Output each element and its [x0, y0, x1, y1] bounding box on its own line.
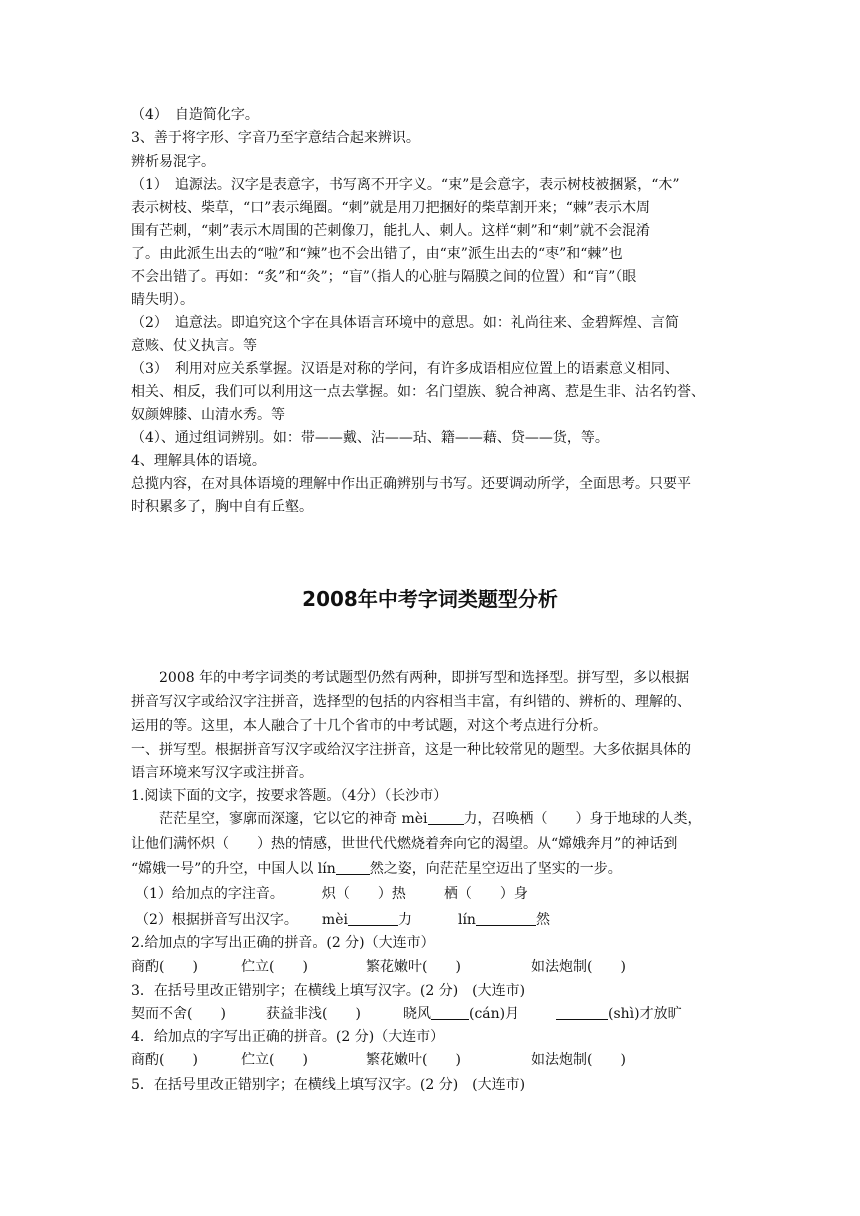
text-line: 运用的等。这里，本人融合了十几个省市的中考试题，对这个考点进行分析。: [131, 718, 607, 734]
sub-question-label: （2）根据拼音写出汉字。: [135, 912, 298, 928]
blank-suffix: 然: [535, 912, 550, 928]
answer-blank[interactable]: [431, 1005, 469, 1020]
dotted-char: 栖: [519, 811, 534, 827]
question-title: 4．给加点的字写出正确的拼音。(2 分)（大连市）: [131, 1029, 445, 1045]
text-line: （3） 利用对应关系掌握。汉语是对称的学问，有许多成语相应位置上的语素意义相同、: [131, 361, 679, 377]
text-line: 3、善于将字形、字音乃至字意结合起来辨识。: [131, 130, 420, 146]
question-item: 如法炮制( ): [531, 959, 626, 975]
text-line: 围有芒刺，“刺”表示木周围的芒刺像刀，能扎人、刺人。这样“刺”和“刺”就不会混淆: [131, 223, 650, 239]
text-line: 4、理解具体的语境。: [131, 453, 266, 469]
text-line: 拼音写汉字或给汉字注拼音，选择型的包括的内容相当丰富，有纠错的、辨析的、理解的、: [131, 694, 691, 710]
question-item: 商酌( ): [131, 959, 198, 975]
text-line: （4）、通过组词辨别。如：带——戴、沾——玷、籍——藉、贷——货，等。: [131, 430, 609, 446]
text-line: 辨析易混字。: [131, 154, 215, 170]
question-item: 如法炮制( ): [531, 1052, 626, 1068]
question-item: 商酌( ): [131, 1052, 198, 1068]
answer-paren: （ ）身: [457, 886, 528, 902]
passage-text: 然之姿，向茫茫星空迈出了坚实的一步。: [369, 861, 622, 877]
question-item: 繁花嫩叶( ): [366, 959, 461, 975]
text-line: 不会出错了。再如：“炙”和“灸”；“盲”（指人的心脏与隔膜之间的位置）和“肓”（眼: [131, 269, 637, 285]
question-item: 繁花嫩叶( ): [366, 1052, 461, 1068]
text-line: 睛失明）。: [131, 292, 194, 308]
dotted-char: 嫩: [394, 959, 408, 975]
question-items: [131, 1004, 731, 1024]
passage-line: [131, 809, 731, 829]
question-title: 2.给加点的字写出正确的拼音。(2 分)（大连市）: [131, 935, 435, 951]
pinyin: lín: [457, 912, 476, 928]
question-title: 1.阅读下面的文字，按要求答题。（4分）（长沙市）: [131, 788, 448, 804]
dotted-char: 栖: [443, 886, 458, 902]
dotted-char: 酌: [145, 959, 159, 975]
passage-text: “嫦娥一号”的升空，中国人以 lín: [131, 861, 336, 877]
question-title: 5．在括号里改正错别字；在横线上填写汉字。(2 分) (大连市): [131, 1077, 526, 1093]
passage-line: [131, 834, 731, 854]
text-line: （4） 自造简化字。: [131, 107, 259, 123]
passage-text: （ ）热的情感，世世代代燃烧着奔向它的渴望。从“嫦娥奔月”的神话到: [215, 836, 678, 852]
passage-text: 茫茫星空，寥廓而深邃，它以它的神奇 mèi: [131, 811, 428, 827]
blank-suffix: 力: [397, 912, 412, 928]
text-line: 时积累多了，胸中自有丘壑。: [131, 499, 313, 515]
pinyin: mèi: [321, 912, 348, 928]
page-title: 2008年中考字词类题型分析: [302, 587, 558, 611]
dotted-char: 酌: [145, 1052, 159, 1068]
question-items: [131, 957, 731, 977]
dotted-char: 伫: [241, 959, 255, 975]
question-items: [131, 1050, 731, 1070]
text-line: 了。由此派生出去的“啦”和“辣”也不会出错了，由“束”派生出去的“枣”和“棘”也: [131, 246, 623, 262]
answer-blank[interactable]: [476, 911, 536, 926]
dotted-char: 炽: [201, 836, 215, 852]
sub-question-2: [135, 910, 735, 930]
text-line: （1） 追源法。汉字是表意字，书写离不开字义。“束”是会意字，表示树枝被捆紧，“木”: [131, 177, 680, 193]
dotted-char: 伫: [241, 1052, 255, 1068]
answer-paren: （ ）热: [335, 886, 406, 902]
sub-question-label: （1）给加点的字注音。: [135, 886, 284, 902]
passage-line: [131, 859, 731, 879]
passage-text: 让他们满怀: [131, 836, 201, 852]
text-line: 2008 年的中考字词类的考试题型仍然有两种，即拼写型和选择型。拼写型，多以根据: [131, 670, 690, 686]
answer-blank[interactable]: [348, 911, 398, 926]
passage-text: （ ）身于地球的人类，: [533, 811, 702, 827]
question-item: (shì)才放旷: [556, 1004, 682, 1024]
dotted-char: 嫩: [394, 1052, 408, 1068]
answer-blank[interactable]: [336, 860, 370, 875]
text-line: 语言环境来写汉字或注拼音。: [131, 765, 313, 781]
text-line: 表示树枝、柴草，“口”表示绳圈。“刺”就是用刀把捆好的柴草割开来；“棘”表示木周: [131, 200, 650, 216]
text-line: 相关、相反，我们可以利用这一点去掌握。如：名门望族、貌合神离、惹是生非、沽名钓誉、: [131, 384, 705, 400]
text-line: 一、拼写型。根据拼音写汉字或给汉字注拼音，这是一种比较常见的题型。大多依据具体的: [131, 742, 691, 758]
passage-text: 力，召唤: [463, 811, 520, 827]
text-line: 总揽内容，在对具体语境的理解中作出正确辨别与书写。还要调动所学，全面思考。只要平: [131, 476, 691, 492]
text-line: （2） 追意法。即追究这个字在具体语言环境中的意思。如：礼尚往来、金碧辉煌、言简: [131, 315, 679, 331]
dotted-char: 炮: [559, 1052, 573, 1068]
question-item: 晓风 (cán)月: [403, 1006, 520, 1022]
question-item: 伫立( ): [241, 1052, 308, 1068]
answer-blank[interactable]: [556, 1005, 608, 1020]
question-item: 伫立( ): [241, 959, 308, 975]
text-line: 奴颜婢膝、山清水秀。等: [131, 407, 285, 423]
question-item: 获益非浅( ): [266, 1006, 361, 1022]
answer-blank[interactable]: [428, 810, 464, 825]
dotted-char: 炮: [559, 959, 573, 975]
text-line: 意赅、仗义执言。等: [131, 338, 257, 354]
sub-question-1: [135, 884, 735, 904]
question-title: 3．在括号里改正错别字；在横线上填写汉字。(2 分) (大连市): [131, 983, 526, 999]
dotted-char: 炽: [321, 886, 336, 902]
question-item: 契而不舍( ): [131, 1006, 226, 1022]
